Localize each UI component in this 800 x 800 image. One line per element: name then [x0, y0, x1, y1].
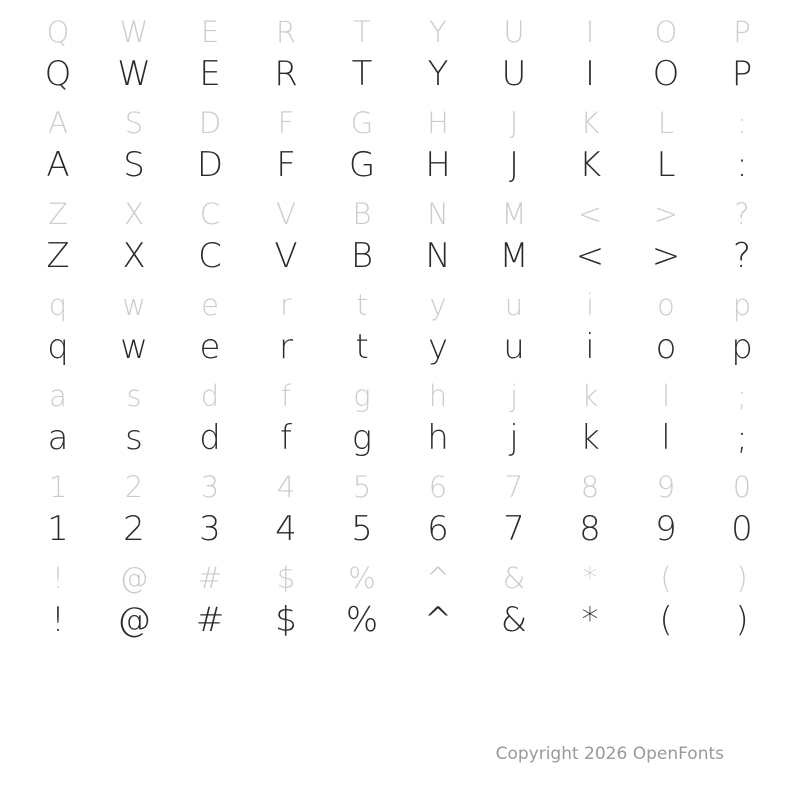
- glyph-cell: h: [427, 418, 449, 458]
- glyph-cell: ^: [425, 561, 451, 595]
- glyph-cell: D: [198, 106, 222, 140]
- glyph-cell: @: [119, 561, 149, 595]
- glyph-cell: t: [355, 327, 369, 367]
- glyph-cell: A: [48, 106, 68, 140]
- glyph-cell: <: [575, 236, 605, 276]
- glyph-cell: V: [276, 197, 296, 231]
- glyph-cell: ?: [732, 236, 752, 276]
- glyph-cell: U: [501, 54, 527, 94]
- glyph-cell: p: [731, 327, 753, 367]
- glyph-cell: $: [276, 561, 296, 595]
- glyph-cell: 0: [731, 509, 753, 549]
- glyph-cell: !: [52, 561, 64, 595]
- glyph-cell: K: [580, 106, 600, 140]
- glyph-cell: h: [428, 379, 448, 413]
- glyph-cell: <: [577, 197, 603, 231]
- glyph-cell: Q: [46, 15, 70, 49]
- glyph-cell: K: [578, 145, 602, 185]
- glyph-cell: u: [503, 327, 525, 367]
- glyph-row-reference: [20, 273, 780, 320]
- glyph-cell: V: [274, 236, 298, 276]
- glyph-row-sample: [20, 138, 780, 185]
- glyph-row-reference: [20, 91, 780, 138]
- glyph-cell: k: [581, 379, 599, 413]
- glyph-cell: J: [508, 145, 520, 185]
- glyph-cell: X: [122, 236, 146, 276]
- glyph-row-reference: [20, 0, 780, 47]
- glyph-cell: 3: [199, 509, 221, 549]
- glyph-cell: y: [427, 327, 449, 367]
- glyph-cell: O: [652, 54, 680, 94]
- glyph-cell: s: [125, 418, 143, 458]
- glyph-cell: 5: [352, 470, 372, 504]
- glyph-cell: R: [274, 54, 298, 94]
- glyph-cell: I: [585, 15, 595, 49]
- glyph-cell: a: [47, 418, 69, 458]
- glyph-cell: B: [350, 236, 374, 276]
- glyph-cell: :: [737, 106, 747, 140]
- glyph-cell: (: [659, 600, 673, 640]
- glyph-cell: 2: [124, 470, 144, 504]
- glyph-row-reference: [20, 455, 780, 502]
- glyph-row-reference: [20, 364, 780, 411]
- glyph-cell: ): [735, 600, 749, 640]
- glyph-cell: 9: [656, 470, 676, 504]
- glyph-cell: A: [46, 145, 70, 185]
- glyph-cell: %: [348, 561, 376, 595]
- glyph-cell: D: [196, 145, 224, 185]
- glyph-cell: G: [348, 145, 376, 185]
- glyph-cell: *: [581, 600, 599, 640]
- glyph-cell: q: [48, 288, 68, 322]
- glyph-cell: P: [733, 15, 751, 49]
- glyph-cell: ?: [734, 197, 750, 231]
- glyph-row-sample: [20, 320, 780, 367]
- glyph-cell: d: [199, 418, 221, 458]
- glyph-cell: w: [120, 327, 148, 367]
- glyph-cell: O: [654, 15, 678, 49]
- glyph-cell: Z: [48, 197, 68, 231]
- glyph-cell: y: [429, 288, 447, 322]
- glyph-cell: e: [201, 288, 219, 322]
- glyph-cell: ): [736, 561, 748, 595]
- glyph-cell: J: [509, 106, 519, 140]
- glyph-cell: B: [352, 197, 372, 231]
- glyph-cell: C: [198, 236, 222, 276]
- glyph-cell: *: [582, 561, 598, 595]
- glyph-cell: l: [661, 379, 671, 413]
- glyph-cell: i: [585, 288, 595, 322]
- glyph-cell: R: [275, 15, 297, 49]
- glyph-cell: %: [345, 600, 379, 640]
- glyph-cell: u: [504, 288, 524, 322]
- glyph-cell: r: [280, 288, 292, 322]
- glyph-cell: g: [353, 379, 371, 413]
- glyph-cell: S: [123, 145, 145, 185]
- glyph-cell: 8: [580, 470, 600, 504]
- glyph-cell: p: [732, 288, 752, 322]
- glyph-cell: 4: [276, 470, 296, 504]
- glyph-cell: Y: [429, 15, 447, 49]
- glyph-cell: C: [199, 197, 221, 231]
- glyph-cell: $: [275, 600, 297, 640]
- glyph-cell: d: [200, 379, 220, 413]
- glyph-cell: N: [427, 197, 449, 231]
- glyph-cell: P: [731, 54, 753, 94]
- glyph-cell: E: [199, 54, 221, 94]
- glyph-cell: 4: [275, 509, 297, 549]
- glyph-row-sample: [20, 47, 780, 94]
- glyph-cell: !: [51, 600, 65, 640]
- glyph-cell: &: [502, 561, 526, 595]
- glyph-row-reference: [20, 182, 780, 229]
- glyph-cell: 7: [504, 470, 524, 504]
- glyph-cell: N: [425, 236, 451, 276]
- glyph-cell: @: [117, 600, 151, 640]
- glyph-cell: &: [500, 600, 528, 640]
- glyph-row-sample: [20, 411, 780, 458]
- glyph-cell: #: [197, 561, 223, 595]
- glyph-cell: 6: [428, 470, 448, 504]
- glyph-cell: ;: [737, 379, 747, 413]
- glyph-cell: o: [657, 288, 675, 322]
- copyright-notice: Copyright 2026 OpenFonts: [495, 744, 724, 764]
- glyph-cell: >: [651, 236, 681, 276]
- glyph-cell: H: [427, 106, 449, 140]
- glyph-cell: j: [509, 418, 519, 458]
- glyph-cell: X: [124, 197, 144, 231]
- glyph-cell: W: [117, 54, 151, 94]
- glyph-cell: ^: [423, 600, 453, 640]
- glyph-cell: Q: [44, 54, 72, 94]
- glyph-cell: U: [503, 15, 525, 49]
- glyph-cell: T: [353, 15, 371, 49]
- glyph-cell: 5: [351, 509, 373, 549]
- glyph-cell: T: [351, 54, 373, 94]
- glyph-cell: f: [280, 379, 292, 413]
- glyph-cell: ;: [736, 418, 748, 458]
- glyph-cell: f: [280, 418, 292, 458]
- glyph-cell: :: [736, 145, 748, 185]
- glyph-cell: (: [660, 561, 672, 595]
- glyph-cell: 6: [427, 509, 449, 549]
- glyph-cell: e: [199, 327, 221, 367]
- glyph-cell: s: [126, 379, 142, 413]
- glyph-cell: l: [661, 418, 671, 458]
- glyph-cell: o: [655, 327, 677, 367]
- glyph-cell: L: [656, 145, 676, 185]
- glyph-row-sample: [20, 229, 780, 276]
- glyph-cell: t: [356, 288, 368, 322]
- glyph-cell: #: [195, 600, 225, 640]
- glyph-cell: Z: [46, 236, 70, 276]
- glyph-cell: a: [49, 379, 67, 413]
- glyph-cell: M: [499, 236, 529, 276]
- glyph-cell: M: [501, 197, 527, 231]
- glyph-cell: H: [425, 145, 451, 185]
- glyph-cell: w: [122, 288, 146, 322]
- glyph-cell: 2: [123, 509, 145, 549]
- glyph-cell: W: [119, 15, 149, 49]
- glyph-cell: F: [276, 145, 296, 185]
- glyph-cell: 7: [503, 509, 525, 549]
- glyph-cell: i: [585, 327, 595, 367]
- glyph-cell: Y: [427, 54, 449, 94]
- glyph-cell: >: [653, 197, 679, 231]
- glyph-cell: G: [350, 106, 374, 140]
- glyph-cell: I: [584, 54, 596, 94]
- glyph-row-reference: [20, 546, 780, 593]
- glyph-cell: 9: [655, 509, 677, 549]
- glyph-cell: E: [200, 15, 220, 49]
- glyph-cell: 0: [732, 470, 752, 504]
- glyph-cell: F: [277, 106, 295, 140]
- glyph-cell: 8: [579, 509, 601, 549]
- glyph-cell: 3: [200, 470, 220, 504]
- glyph-cell: S: [124, 106, 144, 140]
- glyph-row-sample: [20, 502, 780, 549]
- glyph-cell: r: [279, 327, 293, 367]
- glyph-cell: L: [657, 106, 675, 140]
- glyph-row-sample: [20, 593, 780, 640]
- glyph-cell: j: [509, 379, 519, 413]
- glyph-cell: 1: [48, 470, 68, 504]
- glyph-cell: 1: [47, 509, 69, 549]
- glyph-cell: q: [47, 327, 69, 367]
- glyph-cell: k: [580, 418, 600, 458]
- glyph-cell: g: [351, 418, 373, 458]
